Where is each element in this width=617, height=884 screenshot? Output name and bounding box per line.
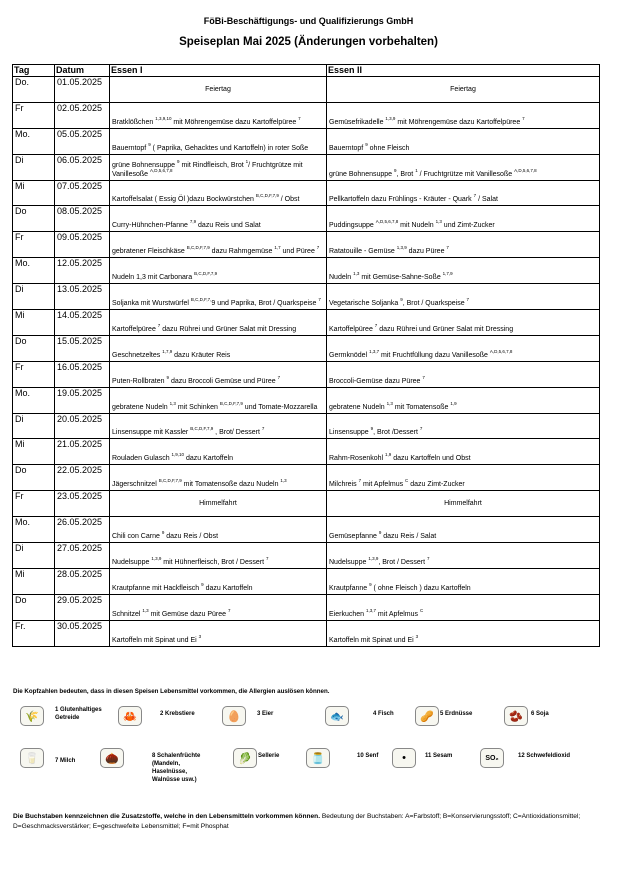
day-cell: Di	[13, 154, 55, 180]
table-row	[13, 620, 600, 646]
menu-table	[12, 64, 600, 647]
meal-2-cell: Germknödel $^{1,3,7}$ mit Fruchtfüllung dazu Vanillesoße $^{A,D,5,6,7,8}$	[327, 335, 600, 361]
meal-1-cell: Krautpfanne mit Hackfleisch $^9$ dazu Kartoffeln	[110, 568, 327, 594]
meal-1-cell: Nudeln 1,3 mit Carbonara $^{B,C,D,F,7,9}$	[110, 258, 327, 284]
table-row	[13, 594, 600, 620]
table-row	[13, 568, 600, 594]
table-row	[13, 128, 600, 154]
table-row	[13, 77, 600, 103]
meal-2-cell: Milchreis $^7$ mit Apfelmus $^C$ dazu Zimt-Zucker	[327, 465, 600, 491]
day-cell: Di	[13, 543, 55, 569]
table-row	[13, 361, 600, 387]
additives-text: Bedeutung der Buchstaben: A=Farbstoff; B=Konservierungsstoff; C=Antioxidationsmittel; D=Geschmacksverstärker; E=geschwefelte Lebensmittel; F=mit Phosphat	[13, 813, 581, 830]
table-row	[13, 284, 600, 310]
date-cell: 23.05.2025	[55, 491, 110, 517]
meal-2-cell: Eierkuchen $^{1,3,7}$ mit Apfelmus $^C$	[327, 594, 600, 620]
meal-1-cell: gebratener Fleischkäse $^{B,C,D,F,7,9}$ dazu Rahmgemüse $^{1,7}$ und Püree $^7$	[110, 232, 327, 258]
day-cell: Di	[13, 284, 55, 310]
meal-2-cell: Krautpfanne $^9$ ( ohne Fleisch ) dazu Kartoffeln	[327, 568, 600, 594]
header-essen-1: Essen I	[110, 65, 327, 77]
day-cell: Mo.	[13, 258, 55, 284]
meal-2-cell: grüne Bohnensuppe $^9$, Brot $^1$ / Fruchtgrütze mit Vanillesoße $^{A,D,5,6,7,8}$	[327, 154, 600, 180]
table-row	[13, 102, 600, 128]
table-row	[13, 517, 600, 543]
table-row	[13, 258, 600, 284]
allergen-label: 4 Fisch	[373, 711, 394, 717]
fish-icon: 🐟	[325, 706, 349, 726]
meal-1-cell: gebratene Nudeln $^{1,3}$ mit Schinken $^{B,C,D,F,7,9}$ und Tomate-Mozzarella	[110, 387, 327, 413]
date-cell: 26.05.2025	[55, 517, 110, 543]
table-row	[13, 491, 600, 517]
meal-2-cell: Feiertag	[327, 77, 600, 103]
day-cell: Fr	[13, 232, 55, 258]
sesame-icon: •	[392, 748, 416, 768]
table-row	[13, 335, 600, 361]
allergen-label: Sellerie	[258, 753, 280, 759]
meal-2-cell: Broccoli-Gemüse dazu Püree $^7$	[327, 361, 600, 387]
day-cell: Di	[13, 413, 55, 439]
day-cell: Fr	[13, 102, 55, 128]
egg-icon: 🥚	[222, 706, 246, 726]
date-cell: 16.05.2025	[55, 361, 110, 387]
grain-icon: 🌾	[20, 706, 44, 726]
meal-2-cell: Himmelfahrt	[327, 491, 600, 517]
table-row	[13, 154, 600, 180]
header-datum: Datum	[55, 65, 110, 77]
table-row	[13, 387, 600, 413]
organization-name: FöBi-Beschäftigungs- und Qualifizierungs GmbH	[203, 16, 414, 26]
meal-2-cell: Kartoffeln mit Spinat und Ei $^3$	[327, 620, 600, 646]
day-cell: Mi	[13, 568, 55, 594]
allergen-legend-intro: Die Kopfzahlen bedeuten, dass in diesen Speisen Lebensmittel vorkommen, die Allergien auslösen können.	[13, 688, 330, 695]
day-cell: Mo.	[13, 517, 55, 543]
meal-1-cell: grüne Bohnensuppe $^9$ mit Rindfleisch, Brot $^1$/ Fruchtgrütze mit Vanillesoße $^{A,D,5,6,7,8}$	[110, 154, 327, 180]
allergen-label: 1 Glutenhaltiges Getreide	[55, 707, 102, 721]
peanut-icon: 🥜	[415, 706, 439, 726]
meal-2-cell: gebratene Nudeln $^{1,3}$ mit Tomatensoße $^{1,9}$	[327, 387, 600, 413]
date-cell: 28.05.2025	[55, 568, 110, 594]
day-cell: Fr.	[13, 620, 55, 646]
date-cell: 14.05.2025	[55, 310, 110, 336]
sulfur-dioxide-icon: SO₂	[480, 748, 504, 768]
meal-1-cell: Bratklößchen $^{1,3,9,10}$ mit Möhrengemüse dazu Kartoffelpüree $^7$	[110, 102, 327, 128]
allergen-label: 10 Senf	[357, 753, 379, 759]
soy-icon: 🫘	[504, 706, 528, 726]
meal-1-cell: Rouladen Gulasch $^{1,9,10}$ dazu Kartoffeln	[110, 439, 327, 465]
day-cell: Mo.	[13, 128, 55, 154]
table-row	[13, 543, 600, 569]
day-cell: Mo.	[13, 387, 55, 413]
table-row	[13, 180, 600, 206]
date-cell: 05.05.2025	[55, 128, 110, 154]
day-cell: Do	[13, 465, 55, 491]
meal-1-cell: Linsensuppe mit Kassler $^{B,C,D,F,7,9}$ , Brot/ Dessert $^7$	[110, 413, 327, 439]
allergen-label: 2 Krebstiere	[160, 711, 195, 717]
day-cell: Do	[13, 594, 55, 620]
day-cell: Do	[13, 335, 55, 361]
day-cell: Mi	[13, 180, 55, 206]
allergen-label: 6 Soja	[531, 711, 549, 717]
mustard-icon: 🫙	[306, 748, 330, 768]
date-cell: 06.05.2025	[55, 154, 110, 180]
milk-icon: 🥛	[20, 748, 44, 768]
meal-2-cell: Pellkartoffeln dazu Frühlings - Kräuter - Quark $^7$ / Salat	[327, 180, 600, 206]
meal-1-cell: Geschnetzeltes $^{1,7,9}$ dazu Kräuter Reis	[110, 335, 327, 361]
meal-2-cell: Nudeln $^{1,3}$ mit Gemüse-Sahne-Soße $^{1,7,9}$	[327, 258, 600, 284]
date-cell: 20.05.2025	[55, 413, 110, 439]
meal-1-cell: Schnitzel $^{1,3}$ mit Gemüse dazu Püree $^7$	[110, 594, 327, 620]
date-cell: 15.05.2025	[55, 335, 110, 361]
meal-1-cell: Kartoffelpüree $^7$ dazu Rührei und Grüner Salat mit Dressing	[110, 310, 327, 336]
table-row	[13, 413, 600, 439]
date-cell: 01.05.2025	[55, 77, 110, 103]
table-row	[13, 465, 600, 491]
date-cell: 07.05.2025	[55, 180, 110, 206]
meal-1-cell: Kartoffelsalat ( Essig Öl )dazu Bockwürstchen $^{B,C,D,F,7,9}$ / Obst	[110, 180, 327, 206]
meal-1-cell: Feiertag	[110, 77, 327, 103]
date-cell: 19.05.2025	[55, 387, 110, 413]
meal-1-cell: Bauerntopf $^9$ ( Paprika, Gehacktes und Kartoffeln) in roter Soße	[110, 128, 327, 154]
allergen-label: 3 Eier	[257, 711, 274, 717]
allergen-label: 5 Erdnüsse	[440, 711, 473, 717]
meal-1-cell: Puten-Rollbraten $^9$ dazu Broccoli Gemüse und Püree $^7$	[110, 361, 327, 387]
meal-2-cell: Rahm-Rosenkohl $^{1,9}$ dazu Kartoffeln und Obst	[327, 439, 600, 465]
meal-2-cell: Vegetarische Soljanka $^9$, Brot / Quarkspeise $^7$	[327, 284, 600, 310]
meal-2-cell: Gemüsepfanne $^9$ dazu Reis / Salat	[327, 517, 600, 543]
table-row	[13, 439, 600, 465]
day-cell: Fr	[13, 361, 55, 387]
additives-heading: Die Buchstaben kennzeichnen die Zusatzstoffe, welche in den Lebensmitteln vorkommen können.	[13, 813, 321, 820]
meal-1-cell: Chili con Carne $^9$ dazu Reis / Obst	[110, 517, 327, 543]
header-essen-2: Essen II	[327, 65, 600, 77]
date-cell: 29.05.2025	[55, 594, 110, 620]
meal-2-cell: Kartoffelpüree $^7$ dazu Rührei und Grüner Salat mit Dressing	[327, 310, 600, 336]
day-cell: Mi	[13, 439, 55, 465]
meal-1-cell: Himmelfahrt	[110, 491, 327, 517]
nut-icon: 🌰	[100, 748, 124, 768]
date-cell: 02.05.2025	[55, 102, 110, 128]
celery-icon: 🥬	[233, 748, 257, 768]
crab-icon: 🦀	[118, 706, 142, 726]
table-row	[13, 232, 600, 258]
meal-1-cell: Jägerschnitzel $^{B,C,D,F,7,9}$ mit Tomatensoße dazu Nudeln $^{1,3}$	[110, 465, 327, 491]
allergen-label: 12 Schwefeldioxid	[518, 753, 571, 759]
meal-2-cell: Bauerntopf $^9$ ohne Fleisch	[327, 128, 600, 154]
table-row	[13, 310, 600, 336]
meal-1-cell: Soljanka mit Wurstwürfel $^{B,C,D,F,7,}$9 und Paprika, Brot / Quarkspeise $^7$	[110, 284, 327, 310]
allergen-label: 7 Milch	[55, 758, 76, 764]
allergen-label: 11 Sesam	[425, 753, 453, 759]
day-cell: Mi	[13, 310, 55, 336]
additives-note	[13, 812, 608, 832]
meal-2-cell: Linsensuppe $^9$, Brot /Dessert $^7$	[327, 413, 600, 439]
day-cell: Fr	[13, 491, 55, 517]
table-row	[13, 206, 600, 232]
header-tag: Tag	[13, 65, 55, 77]
date-cell: 30.05.2025	[55, 620, 110, 646]
allergen-label: 8 Schalenfrüchte (Mandeln, Haselnüsse, Walnüsse usw.)	[152, 753, 201, 783]
date-cell: 08.05.2025	[55, 206, 110, 232]
day-cell: Do.	[13, 77, 55, 103]
page-title: Speiseplan Mai 2025 (Änderungen vorbehalten)	[179, 36, 438, 48]
meal-1-cell: Kartoffeln mit Spinat und Ei $^3$	[110, 620, 327, 646]
meal-2-cell: Gemüsefrikadelle $^{1,3,9}$ mit Möhrengemüse dazu Kartoffelpüree $^7$	[327, 102, 600, 128]
meal-2-cell: Puddingsuppe $^{A,D,5,6,7,8}$ mit Nudeln $^{1,3}$ und Zimt-Zucker	[327, 206, 600, 232]
meal-1-cell: Curry-Hühnchen-Pfanne $^{7,9}$ dazu Reis und Salat	[110, 206, 327, 232]
meal-1-cell: Nudelsuppe $^{1,3,9}$ mit Hühnerfleisch, Brot / Dessert $^7$	[110, 543, 327, 569]
date-cell: 13.05.2025	[55, 284, 110, 310]
date-cell: 12.05.2025	[55, 258, 110, 284]
date-cell: 09.05.2025	[55, 232, 110, 258]
meal-2-cell: Ratatouille - Gemüse $^{1,3,9}$ dazu Püree $^7$	[327, 232, 600, 258]
date-cell: 21.05.2025	[55, 439, 110, 465]
day-cell: Do	[13, 206, 55, 232]
date-cell: 22.05.2025	[55, 465, 110, 491]
meal-2-cell: Nudelsuppe $^{1,3,9}$, Brot / Dessert $^7$	[327, 543, 600, 569]
date-cell: 27.05.2025	[55, 543, 110, 569]
